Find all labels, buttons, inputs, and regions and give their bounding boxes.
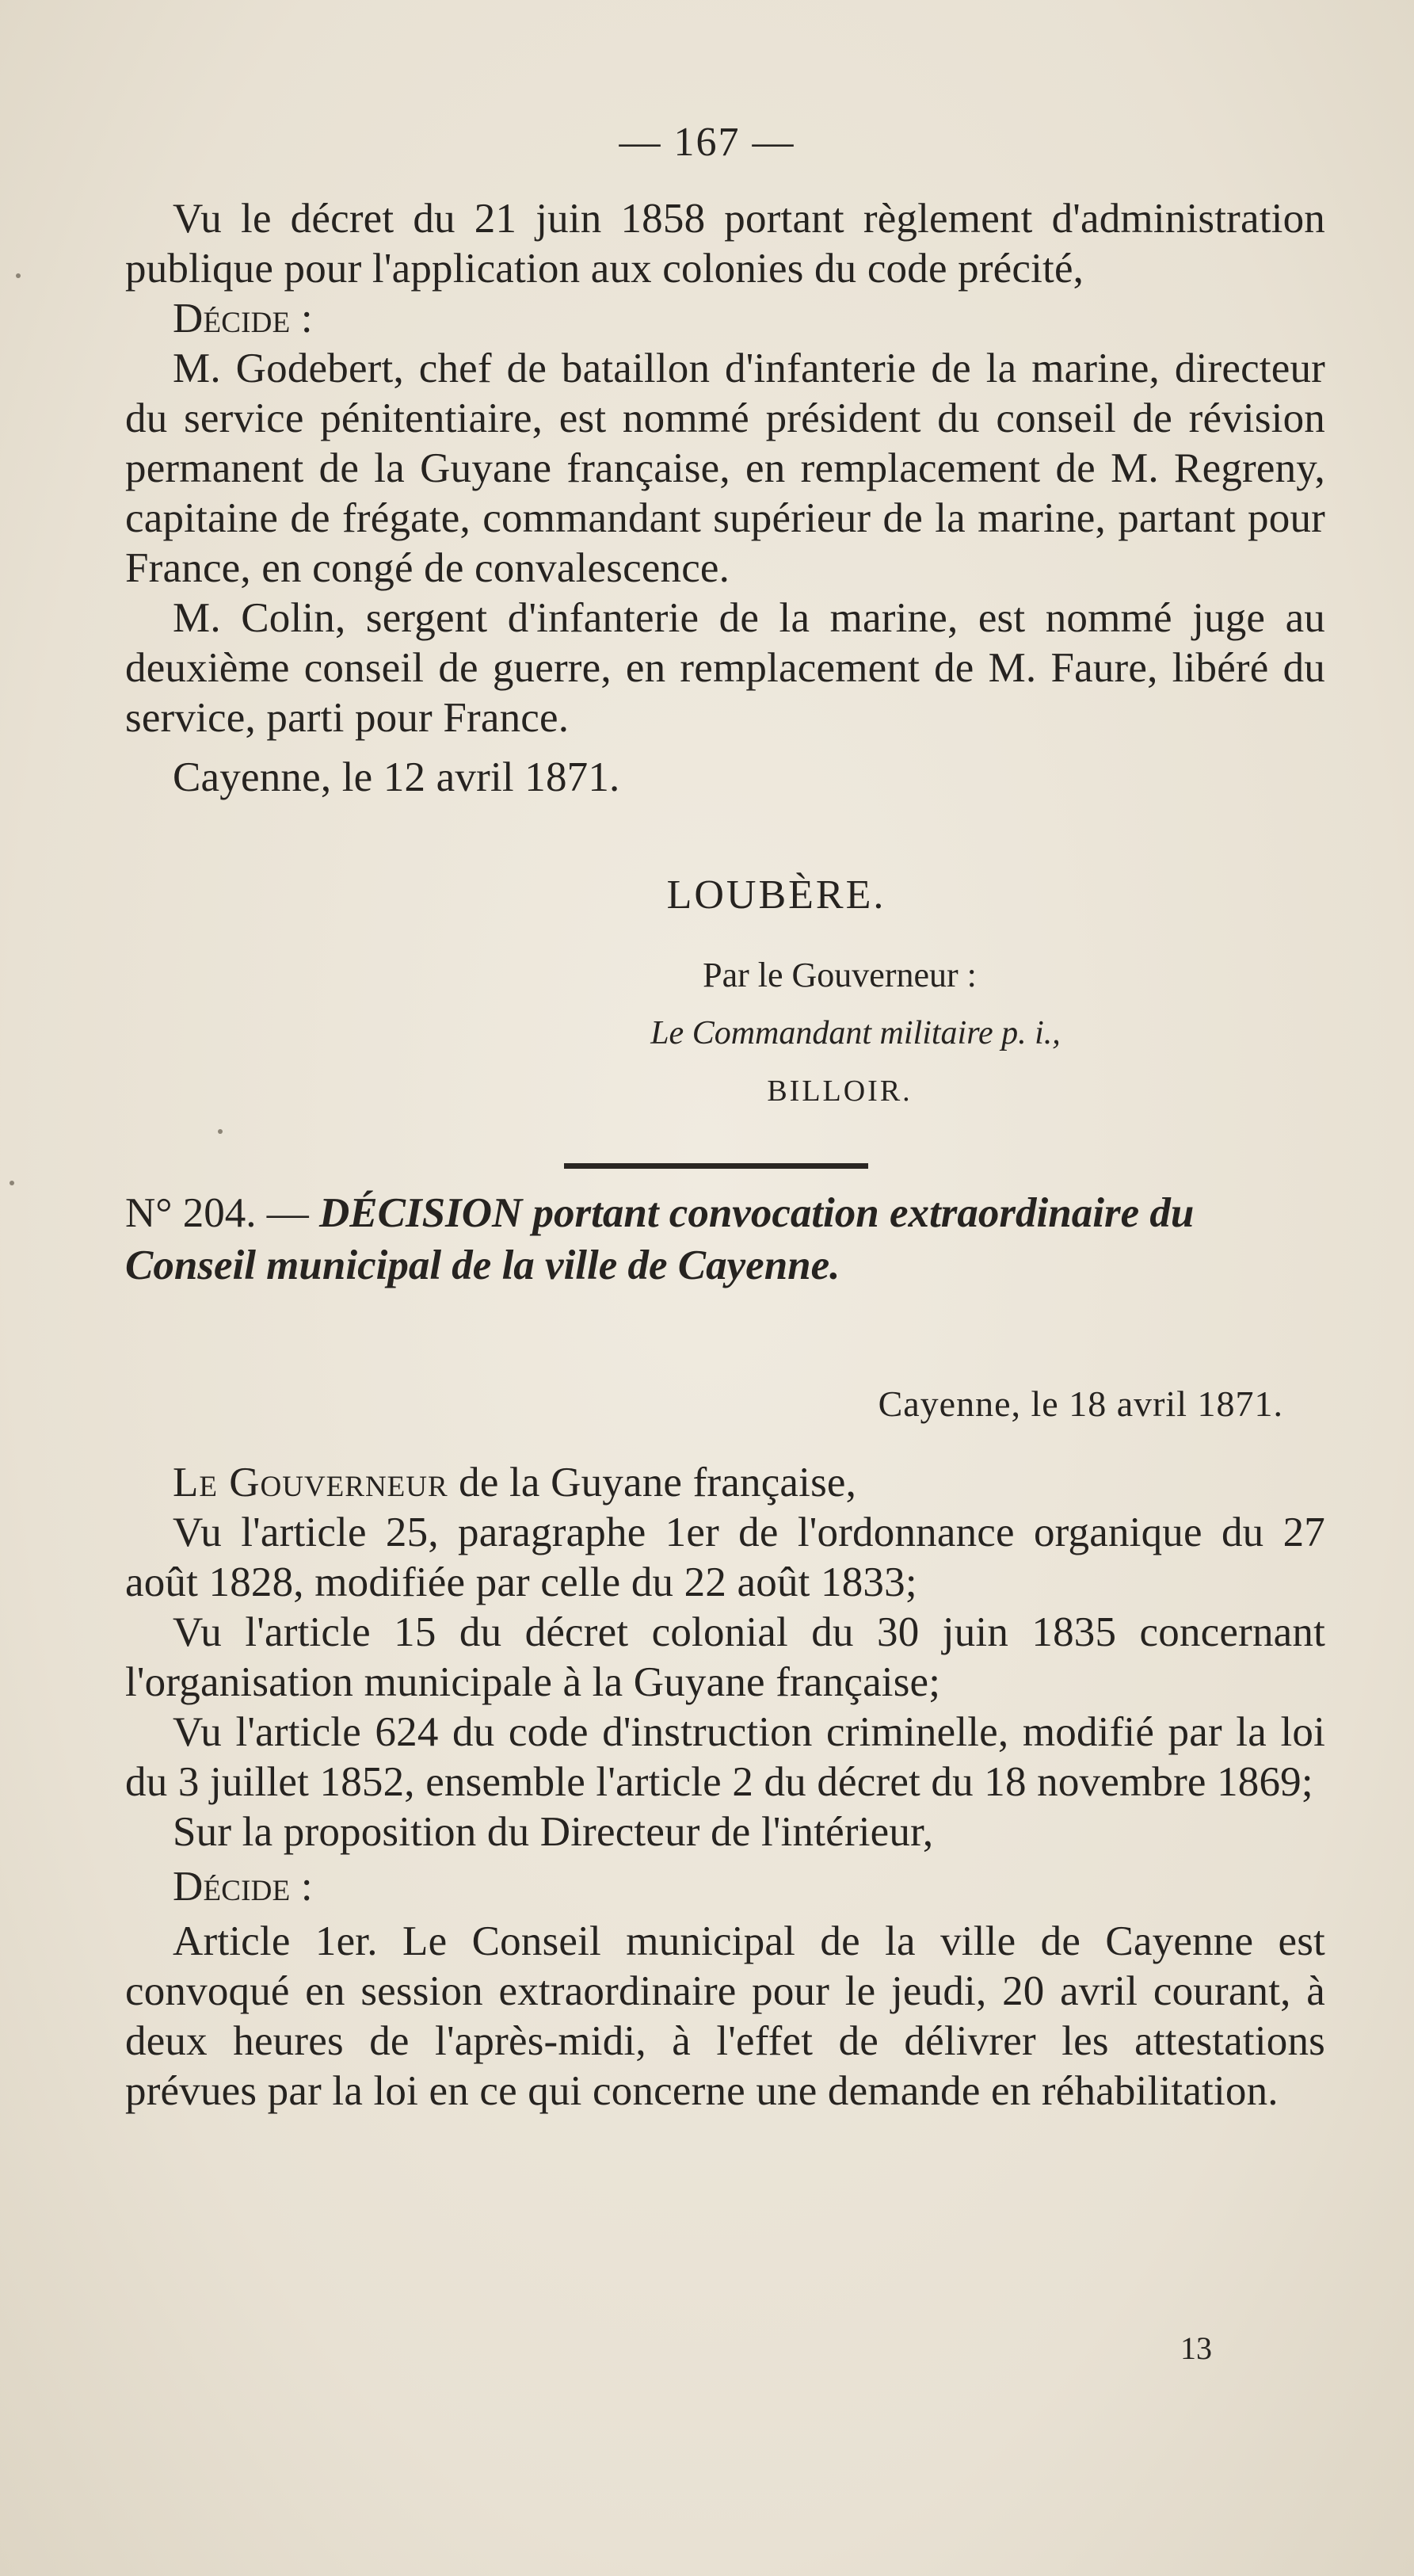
decide-label: Décide : [173, 296, 313, 342]
block-previous-decision [125, 194, 1325, 803]
paper-speck [218, 1129, 223, 1134]
decision-body [125, 1458, 1325, 2116]
heading-dash: — [266, 1190, 309, 1236]
paper-speck [16, 273, 21, 278]
paragraph-proposition: Sur la proposition du Directeur de l'intérieur, [173, 1809, 934, 1855]
decision-dateline: Cayenne, le 18 avril 1871. [878, 1383, 1283, 1424]
decision-number: N° 204. [125, 1190, 257, 1236]
paragraph-vu-article-25: Vu l'article 25, paragraphe 1er de l'ordonnance organique du 27 août 1828, modifiée par celle du 22 août 1833; [125, 1509, 1325, 1605]
decide-label-2: Décide : [173, 1864, 313, 1910]
page-folio: — 167 — [619, 120, 795, 165]
signature-title-wrap [555, 1014, 1157, 1052]
paragraph-vu-article-15: Vu l'article 15 du décret colonial du 30 juin 1835 concernant l'organisation municipale à la Guyane française; [125, 1609, 1325, 1705]
paragraph-godebert: M. Godebert, chef de bataillon d'infanterie de la marine, directeur du service pénitentiaire, est nommé président du conseil de révision permanent de la Guyane française, en remplacement de M. Regreny, capitaine de frégate, commandant supérieur de la marine, partant pour France, en congé de convalescence. [125, 345, 1325, 591]
decision-title: DÉCISION portant convocation extraordinaire du Conseil municipal de la ville de Cayenne. [125, 1190, 1195, 1288]
signature-title: Le Commandant militaire p. i., [650, 1015, 1061, 1051]
gouverneur-line [125, 1458, 1325, 1508]
signatory-name-2: BILLOIR. [767, 1074, 913, 1108]
section-divider [564, 1163, 868, 1169]
paper-speck [10, 1181, 14, 1185]
paragraph-vu-article-624: Vu l'article 624 du code d'instruction criminelle, modifié par la loi du 3 juillet 1852, ensemble l'article 2 du décret du 18 novembre 1869; [125, 1709, 1325, 1805]
paragraph-article-1: Article 1er. Le Conseil municipal de la ville de Cayenne est convoqué en session extraordinaire pour le jeudi, 20 avril courant, à deux heures de l'après-midi, à l'effet de délivrer les attestations prévues par la loi en ce qui concerne une demande en réhabilitation. [125, 1918, 1325, 2114]
paragraph-colin: M. Colin, sergent d'infanterie de la marine, est nommé juge au deuxième conseil de guerre, en remplacement de M. Faure, libéré du service, parti pour France. [125, 595, 1325, 741]
decision-heading [125, 1187, 1325, 1292]
signature-by-wrap [602, 955, 1077, 995]
signature-block [667, 872, 886, 918]
signatory-name: LOUBÈRE. [666, 872, 886, 918]
signature-name2-wrap [602, 1074, 1077, 1109]
paragraph-vu-decret: Vu le décret du 21 juin 1858 portant règlement d'administration publique pour l'application aux colonies du code précité, [125, 196, 1325, 292]
gouverneur-label: Le Gouverneur [173, 1460, 448, 1506]
gouverneur-rest: de la Guyane française, [448, 1460, 857, 1506]
place-date: Cayenne, le 12 avril 1871. [173, 754, 620, 800]
signature-mark: 13 [1180, 2330, 1212, 2366]
signature-by: Par le Gouverneur : [703, 956, 977, 994]
